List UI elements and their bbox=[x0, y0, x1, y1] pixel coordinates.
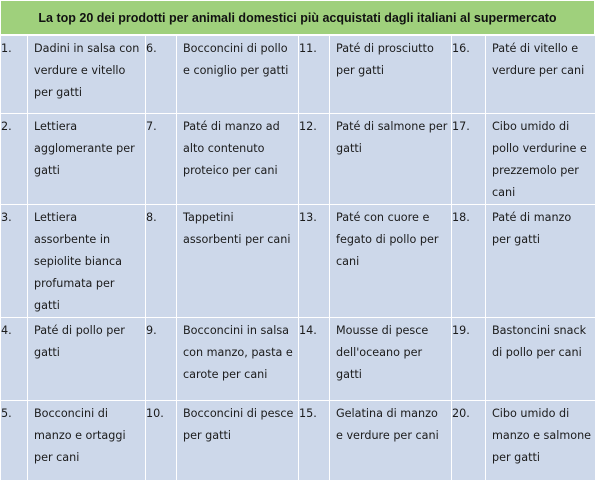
rank-number: 4. bbox=[1, 318, 28, 401]
product-name: Paté con cuore e fegato di pollo per cani bbox=[330, 205, 452, 318]
rank-number: 12. bbox=[299, 114, 330, 205]
table-row bbox=[1, 205, 595, 318]
rank-number: 20. bbox=[452, 401, 486, 481]
rank-number: 6. bbox=[146, 36, 177, 114]
table-row bbox=[1, 318, 595, 401]
product-name: Bocconcini di manzo e ortaggi per cani bbox=[28, 401, 146, 481]
table-row bbox=[1, 36, 595, 114]
product-name: Bastoncini snack di pollo per cani bbox=[486, 318, 595, 401]
product-name: Tappetini assorbenti per cani bbox=[177, 205, 299, 318]
product-name: Lettiera assorbente in sepiolite bianca profumata per gatti bbox=[28, 205, 146, 318]
rank-number: 7. bbox=[146, 114, 177, 205]
product-name: Paté di manzo ad alto contenuto proteico per cani bbox=[177, 114, 299, 205]
rank-number: 5. bbox=[1, 401, 28, 481]
rank-number: 17. bbox=[452, 114, 486, 205]
product-name: Paté di vitello e verdure per cani bbox=[486, 36, 595, 114]
table-title: La top 20 dei prodotti per animali domestici più acquistati dagli italiani al supermercato bbox=[0, 0, 595, 35]
product-name: Paté di salmone per gatti bbox=[330, 114, 452, 205]
product-name: Bocconcini in salsa con manzo, pasta e carote per cani bbox=[177, 318, 299, 401]
product-name: Dadini in salsa con verdure e vitello per gatti bbox=[28, 36, 146, 114]
product-name: Paté di manzo per gatti bbox=[486, 205, 595, 318]
rank-number: 3. bbox=[1, 205, 28, 318]
product-name: Cibo umido di manzo e salmone per gatti bbox=[486, 401, 595, 481]
product-name: Mousse di pesce dell'oceano per gatti bbox=[330, 318, 452, 401]
rank-number: 19. bbox=[452, 318, 486, 401]
rank-number: 15. bbox=[299, 401, 330, 481]
rank-number: 8. bbox=[146, 205, 177, 318]
product-name: Cibo umido di pollo verdurine e prezzemolo per cani bbox=[486, 114, 595, 205]
rank-number: 18. bbox=[452, 205, 486, 318]
rank-number: 10. bbox=[146, 401, 177, 481]
table-row bbox=[1, 114, 595, 205]
table-row bbox=[1, 401, 595, 481]
product-name: Paté di prosciutto per gatti bbox=[330, 36, 452, 114]
products-table bbox=[0, 35, 595, 481]
product-name: Paté di pollo per gatti bbox=[28, 318, 146, 401]
product-name: Bocconcini di pesce per gatti bbox=[177, 401, 299, 481]
product-name: Bocconcini di pollo e coniglio per gatti bbox=[177, 36, 299, 114]
rank-number: 9. bbox=[146, 318, 177, 401]
rank-number: 13. bbox=[299, 205, 330, 318]
rank-number: 11. bbox=[299, 36, 330, 114]
rank-number: 16. bbox=[452, 36, 486, 114]
rank-number: 2. bbox=[1, 114, 28, 205]
product-name: Gelatina di manzo e verdure per cani bbox=[330, 401, 452, 481]
rank-number: 14. bbox=[299, 318, 330, 401]
rank-number: 1. bbox=[1, 36, 28, 114]
product-name: Lettiera agglomerante per gatti bbox=[28, 114, 146, 205]
